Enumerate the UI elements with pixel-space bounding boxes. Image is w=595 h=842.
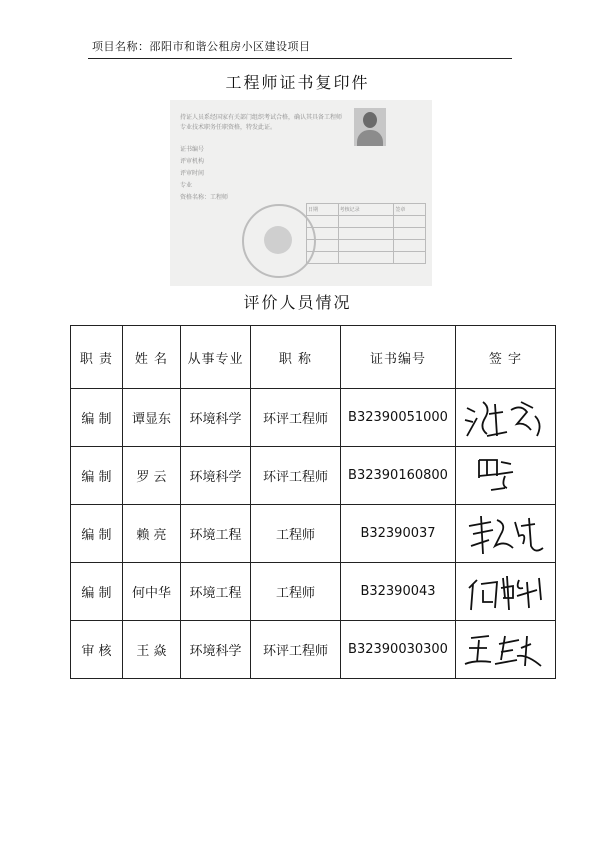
- name-cell: 王 焱: [123, 621, 181, 679]
- title-cell: 工程师: [251, 563, 341, 621]
- header-major: 从事专业: [181, 326, 251, 389]
- role-cell: 审 核: [71, 621, 123, 679]
- cert-no-cell: B32390030300: [341, 621, 456, 679]
- certificate-line: 评审机构: [180, 158, 205, 165]
- header-signature: 签 字: [456, 326, 556, 389]
- name-cell: 罗 云: [123, 447, 181, 505]
- title-cell: 环评工程师: [251, 447, 341, 505]
- handwritten-signature: [461, 394, 551, 442]
- major-cell: 环境工程: [181, 505, 251, 563]
- major-cell: 环境科学: [181, 447, 251, 505]
- header-role: 职 责: [71, 326, 123, 389]
- signature-cell: [456, 505, 556, 563]
- cert-no-cell: B32390051000: [341, 389, 456, 447]
- handwritten-signature: [461, 510, 551, 558]
- certificate-record-table: 日期 考核记录 签章: [306, 203, 426, 264]
- role-cell: 编 制: [71, 389, 123, 447]
- major-cell: 环境工程: [181, 563, 251, 621]
- staff-table: [70, 325, 556, 679]
- role-cell: 编 制: [71, 563, 123, 621]
- national-emblem-icon: [264, 226, 292, 254]
- certificate-line: 专业: [180, 182, 193, 189]
- table-row: [71, 563, 556, 621]
- name-cell: 何中华: [123, 563, 181, 621]
- table-row: [71, 447, 556, 505]
- certificate-line: 专业技术职务任职资格，特发此证。: [180, 124, 277, 131]
- certificate-line: 持证人员系经国家有关部门组织考试合格，确认其具备工程师: [180, 114, 343, 121]
- staff-section-title: 评价人员情况: [243, 293, 352, 312]
- name-cell: 赖 亮: [123, 505, 181, 563]
- major-cell: 环境科学: [181, 621, 251, 679]
- title-cell: 环评工程师: [251, 621, 341, 679]
- signature-cell: [456, 447, 556, 505]
- name-cell: 谭显东: [123, 389, 181, 447]
- role-cell: 编 制: [71, 505, 123, 563]
- table-row: [71, 505, 556, 563]
- handwritten-signature: [461, 626, 551, 674]
- title-cell: 环评工程师: [251, 389, 341, 447]
- header-divider: [88, 58, 512, 59]
- certificate-image: [170, 100, 432, 286]
- table-row: [71, 621, 556, 679]
- cert-no-cell: B32390043: [341, 563, 456, 621]
- certificate-section-title: 工程师证书复印件: [225, 73, 370, 92]
- major-cell: 环境科学: [181, 389, 251, 447]
- title-cell: 工程师: [251, 505, 341, 563]
- project-header: 项目名称：邵阳市和谐公租房小区建设项目: [92, 40, 311, 53]
- cert-no-cell: B32390037: [341, 505, 456, 563]
- table-row: [71, 389, 556, 447]
- header-name: 姓 名: [123, 326, 181, 389]
- signature-cell: [456, 563, 556, 621]
- certificate-line: 评审时间: [180, 170, 205, 177]
- signature-cell: [456, 389, 556, 447]
- table-header-row: [71, 326, 556, 389]
- header-title: 职 称: [251, 326, 341, 389]
- official-seal: [242, 204, 316, 278]
- handwritten-signature: [461, 568, 551, 616]
- certificate-line: 证书编号: [180, 146, 205, 153]
- certificate-line: 资格名称：工程师: [180, 194, 229, 201]
- holder-photo: [354, 108, 386, 146]
- handwritten-signature: [461, 452, 551, 500]
- header-cert-no: 证书编号: [341, 326, 456, 389]
- role-cell: 编 制: [71, 447, 123, 505]
- signature-cell: [456, 621, 556, 679]
- cert-no-cell: B32390160800: [341, 447, 456, 505]
